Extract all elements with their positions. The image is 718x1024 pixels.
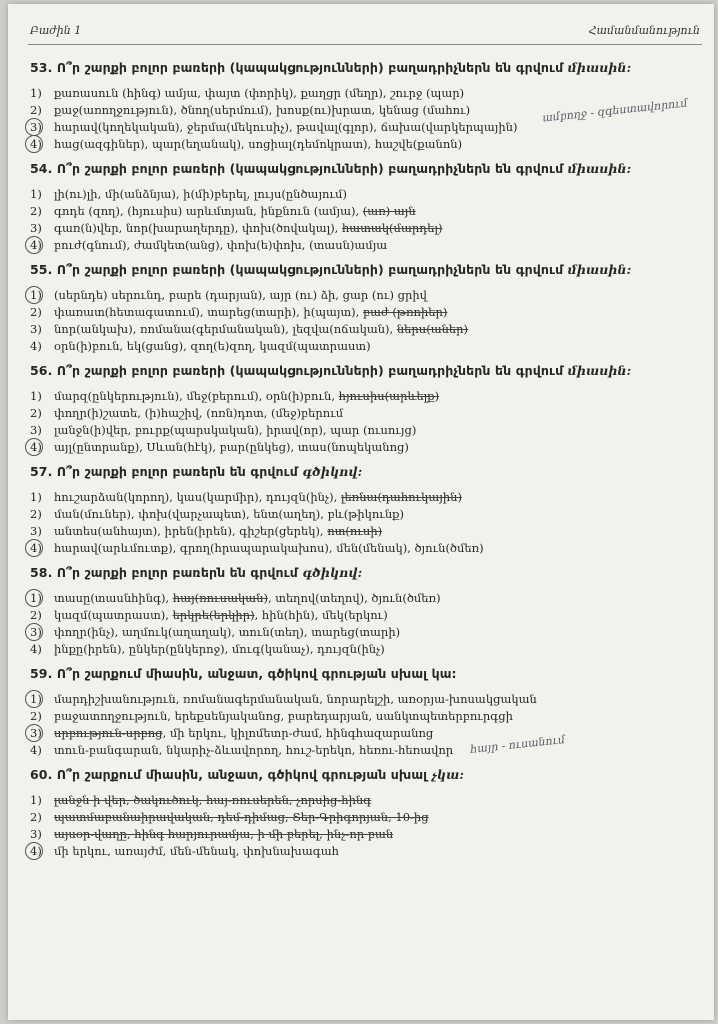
struck-text: երկրե(երկիր) [172,608,255,622]
answer-option [30,304,700,321]
struck-text: լեռնա(դահուկային) [340,490,462,504]
option-number: 2) [30,204,42,218]
circled-option-number: 4) [30,439,54,456]
option-text: մարզ(ընկերություն), մեջ(բերում), օրն(ի)բուն, [54,389,339,403]
struck-text: այսօր-վաղը, հինգ հարյուրամյա, ի մի բերել, ինչ-որ բան [54,827,394,841]
option-number: 3) [30,827,42,841]
option-text: նոր(անկախ), ռոմանա(գերմանական), լեզվա(ոճական), [54,322,397,336]
option-text: տասը(տասնհինգ), [54,591,173,605]
question-text: 56. Ո՞ր շարքի բոլոր բառերի (կապակցությունների) բաղադրիչներն են գրվում [30,363,568,378]
option-text-after: , մի երկու, կիլոմետր-ժամ, հինգհազարանոց [162,726,434,740]
struck-text: պատմաբանաիրավական, դեմ-դիմաց, Տեր-Գրիգորյան, 10-ից [54,810,429,824]
option-number: 3) [30,524,42,538]
circled-option-number: 1) [30,590,54,607]
option-number: 3) [30,423,42,437]
struck-text: հյուսիս(արևելք) [338,389,440,403]
option-text: կազմ(պատրաստ), [54,608,173,622]
option-text: լանջն(ի)վեր, բուրք(պարսկական), իրավ(որ), պար (ուսույց) [54,423,417,437]
answer-option [30,641,700,658]
option-number: 2) [30,406,42,420]
circled-option-number: 1) [30,691,54,708]
question-text: 54. Ո՞ր շարքի բոլոր բառերի (կապակցությունների) բաղադրիչներն են գրվում [30,161,568,176]
option-text: մարդիշխանություն, ռոմանագերմանական, նորարելշի, առօրյա-խոսակցական [54,692,537,706]
struck-text: (առ) այն [362,204,416,218]
answer-option [30,826,700,843]
option-text: անտես(անհայտ), իրեն(իրեն), գիշեր(ցերեկ), [54,524,328,538]
question-title [30,161,700,176]
circled-option-number: 3) [30,624,54,641]
question-emphasis: գծիկով: [302,565,363,580]
answer-option [30,203,700,220]
answer-option [30,119,700,136]
option-text: հարավ(կողեկական), ջերմա(մեկուսիչ), թավալ(գլոր), ճախա(վարկերպային) [54,120,518,134]
answer-option [30,321,700,338]
question-59 [30,666,700,759]
answer-option [30,523,700,540]
option-number: 2) [30,103,42,117]
option-number: 1) [30,187,42,201]
option-text: ման(մուներ), փոխ(վարչապետ), ենտ(աղեղ), բև(թիկունք) [54,507,404,521]
question-55 [30,262,700,355]
header-left: Բաժին 1 [30,24,82,37]
answer-option [30,809,700,826]
question-emphasis: չկա: [431,767,465,782]
answer-option [30,607,700,624]
question-title [30,565,700,580]
option-number: 1) [30,490,42,504]
handwritten-note-q53: ամբողջ - զգեստավորում [541,96,689,125]
answer-option [30,708,700,725]
option-number: 2) [30,810,42,824]
option-number: 1) [30,86,42,100]
option-number: 4) [30,339,42,353]
option-number: 2) [30,507,42,521]
question-60 [30,767,700,860]
struck-text: սրբություն-սրբոց [54,726,163,740]
answer-option [30,843,700,860]
option-number: 4) [30,642,42,656]
option-number: 4) [30,743,42,757]
option-text: լի(ու)լի, մի(անձնյա), ի(մի)բերել, լույս(ընծայում) [54,187,347,201]
circled-option-number: 4) [30,237,54,254]
option-text: գոդե (զող), (հյուսիս) արևմտյան, ինքնուն (ամյա), [54,204,363,218]
struck-text: բաժ (թռոիեր) [362,305,448,319]
option-text: տուն-բանգարան, նկարիչ-ձևավորող, հուշ-երեկո, հեռու-հեռավոր [54,743,454,757]
question-title [30,60,700,75]
option-text-after: , հին(հին), մեկ(երկու) [254,608,388,622]
answer-option [30,186,700,203]
question-title [30,767,700,782]
question-text: 59. Ո՞ր շարքում միասին, անջատ, գծիկով գրության սխալ կա: [30,666,457,681]
circled-option-number: 4) [30,843,54,860]
option-text: քաջ(առողջություն), ծնող(սերմում), խոսք(ու)խրատ, կենաց (մահու) [54,103,471,117]
option-text: հաց(ազգիներ), պար(եղանակ), սոցիալ(դեմոկրատ), հաշվե(քանոն) [54,137,463,151]
answer-option [30,691,700,708]
option-text: ինքը(իրեն), ընկեր(ընկերոջ), մուգ(կանաչ), դույզն(ինչ) [54,642,385,656]
answer-option [30,85,700,102]
circled-option-number: 3) [30,725,54,742]
option-text: օրն(ի)բուն, եկ(ցանց), զող(ե)զող, կազմ(պատրաստ) [54,339,371,353]
circled-option-number: 3) [30,119,54,136]
option-text: հարավ(արևմուտք), գրող(հրապարակախոս), մեն(մենակ), ծյուն(ծմեռ) [54,541,484,555]
question-emphasis: միասին: [567,363,632,378]
question-text: 57. Ո՞ր շարքի բոլոր բառերն են գրվում [30,464,303,479]
struck-text: հատակ(մարդել) [342,221,443,235]
struck-text: ներս(աներ) [396,322,469,336]
answer-option [30,136,700,153]
question-text: 60. Ո՞ր շարքում միասին, անջատ, գծիկով գրության սխալ [30,767,432,782]
option-number: 2) [30,305,42,319]
answer-option [30,439,700,456]
answer-option [30,287,700,304]
question-57 [30,464,700,557]
answer-option [30,624,700,641]
option-number: 2) [30,608,42,622]
option-text: (սերնդե) սերունդ, բարե (դարյան), այր (ու) ձի, ցար (ու) ցրիվ [54,288,427,302]
option-number: 1) [30,389,42,403]
question-54 [30,161,700,254]
answer-option [30,405,700,422]
answer-option [30,540,700,557]
answer-option [30,590,700,607]
option-text: մի երկու, առայժմ, մեն-մենակ, փոխնախագահ [54,844,339,858]
question-title [30,464,700,479]
answer-option [30,388,700,405]
option-text: գառ(ն)վեր, նոր(խարաղերդը), փոխ(ծովակալ), [54,221,342,235]
struck-text: լանջն ի վեր, ծակուծուկ, հայ-ռուսերեն, չորսից-հինգ [54,793,372,807]
option-text: փողր(ի)շատե, (ի)հաշիվ, (ոռն)դոտ, (մեջ)բերում [54,406,344,420]
answer-option [30,489,700,506]
question-emphasis: գծիկով: [302,464,363,479]
question-emphasis: միասին: [567,161,632,176]
option-text: հուշարձան(կորող), կաս(կարմիր), դույզն(ինչ), [54,490,341,504]
circled-option-number: 4) [30,136,54,153]
option-text-after: , տեղով(տեղով), ծյուն(ծմեռ) [267,591,441,605]
question-emphasis: միասին: [567,60,632,75]
answer-option [30,792,700,809]
header-rule [28,44,702,45]
page-header [30,24,700,37]
option-text: բուժ(գնում), ժամկետ(անց), փոխ(ե)փոխ, (տասն)ամյա [54,238,388,252]
option-text: այլ(ընտրանք), Սևան(հէկ), բար(ընկեց), տաս(նոպեկանոց) [54,440,409,454]
question-title [30,666,700,681]
struck-text: ոտ(ուսի) [327,524,383,538]
question-text: 55. Ո՞ր շարքի բոլոր բառերի (կապակցությունների) բաղադրիչներն են գրվում [30,262,568,277]
question-58 [30,565,700,658]
answer-option [30,338,700,355]
question-title [30,363,700,378]
answer-option [30,422,700,439]
circled-option-number: 4) [30,540,54,557]
answer-option [30,742,700,759]
struck-text: հայ(ռուսական) [172,591,268,605]
option-number: 1) [30,793,42,807]
question-title [30,262,700,277]
questions-list [30,60,700,868]
option-text: բաջատողջություն, երեքսենյականոց, բարեդարյան, սանկտպետերբուրգցի [54,709,513,723]
question-emphasis: միասին: [567,262,632,277]
circled-option-number: 1) [30,287,54,304]
document-page [8,4,714,1020]
option-text: փողր(ինչ), աղմուկ(աղաղակ), տուն(տեղ), տարեց(տարի) [54,625,401,639]
answer-option [30,725,700,742]
option-text: փառատ(հետագատում), տարեց(տարի), ի(պայտ), [54,305,363,319]
handwritten-note-q58: հայր - ուսանում [469,733,566,756]
question-text: 53. Ո՞ր շարքի բոլոր բառերի (կապակցությունների) բաղադրիչներն են գրվում [30,60,568,75]
option-number: 3) [30,322,42,336]
option-number: 2) [30,709,42,723]
header-right: Համանմանություն [588,24,700,37]
answer-option [30,506,700,523]
question-text: 58. Ո՞ր շարքի բոլոր բառերն են գրվում [30,565,303,580]
answer-option [30,220,700,237]
question-56 [30,363,700,456]
option-number: 3) [30,221,42,235]
answer-option [30,237,700,254]
option-text: քառասուն (հինգ) ամյա, փայտ (փորիկ), քաղցր (մեղր), շուրջ (պար) [54,86,465,100]
